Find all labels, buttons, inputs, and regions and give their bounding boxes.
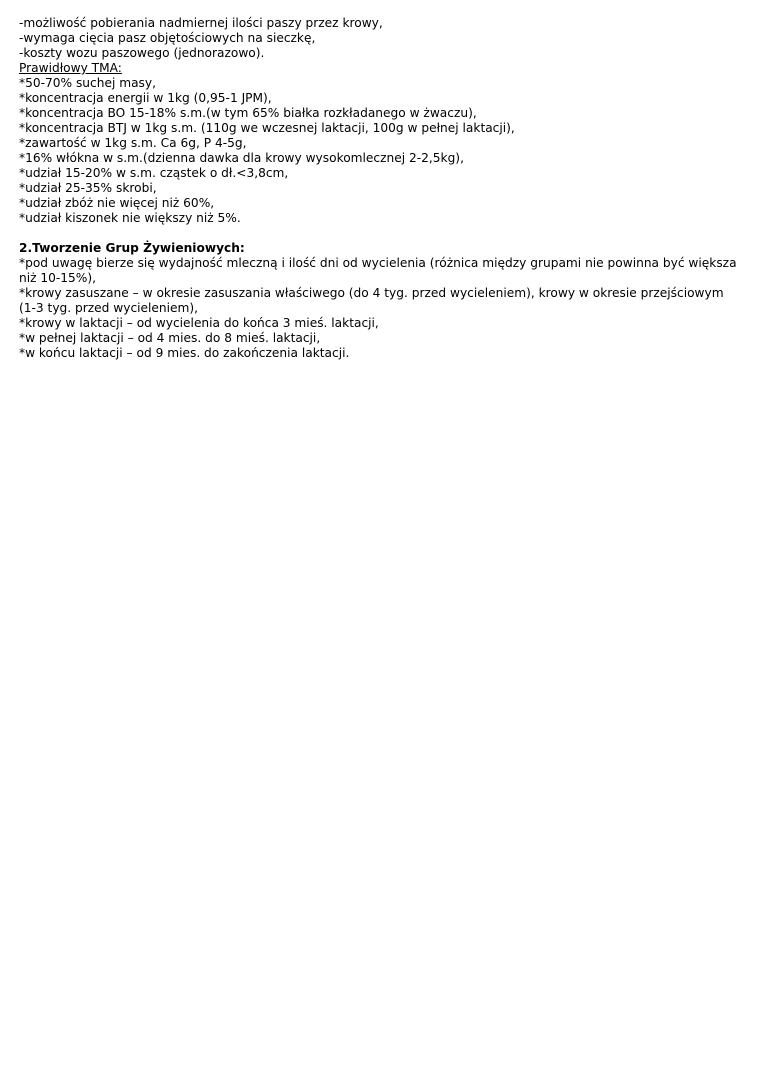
groups-item: *krowy w laktacji – od wycielenia do końca 3 mieś. laktacji, [19, 316, 379, 330]
tma-item: *udział zbóż nie więcej niż 60%, [19, 196, 215, 210]
tma-item: *koncentracja BTJ w 1kg s.m. (110g we wczesnej laktacji, 100g w pełnej laktacji), [19, 121, 515, 135]
groups-heading: 2.Tworzenie Grup Żywieniowych: [19, 241, 245, 255]
tma-item: *16% włókna w s.m.(dzienna dawka dla krowy wysokomlecznej 2-2,5kg), [19, 151, 464, 165]
document-page [19, 16, 741, 361]
intro-line: -możliwość pobierania nadmiernej ilości paszy przez krowy, [19, 16, 383, 30]
tma-item: *koncentracja energii w 1kg (0,95-1 JPM), [19, 91, 272, 105]
tma-heading: Prawidłowy TMA: [19, 61, 122, 75]
intro-line: -koszty wozu paszowego (jednorazowo). [19, 46, 265, 60]
groups-item: *w pełnej laktacji – od 4 mies. do 8 mieś. laktacji, [19, 331, 321, 345]
tma-item: *udział 25-35% skrobi, [19, 181, 157, 195]
tma-item: *udział kiszonek nie większy niż 5%. [19, 211, 241, 225]
tma-item: *zawartość w 1kg s.m. Ca 6g, P 4-5g, [19, 136, 247, 150]
groups-item: *krowy zasuszane – w okresie zasuszania właściwego (do 4 tyg. przed wycieleniem), krowy w okresie przejściowym (1-3 tyg. przed wycieleniem), [19, 286, 724, 315]
intro-line: -wymaga cięcia pasz objętościowych na sieczkę, [19, 31, 316, 45]
tma-item: *koncentracja BO 15-18% s.m.(w tym 65% białka rozkładanego w żwaczu), [19, 106, 477, 120]
tma-item: *udział 15-20% w s.m. cząstek o dł.<3,8cm, [19, 166, 289, 180]
section-spacer [19, 226, 741, 241]
groups-item: *pod uwagę bierze się wydajność mleczną i ilość dni od wycielenia (różnica między grupami nie powinna być większa niż 10-15%), [19, 256, 737, 285]
tma-item: *50-70% suchej masy, [19, 76, 156, 90]
groups-item: *w końcu laktacji – od 9 mies. do zakończenia laktacji. [19, 346, 350, 360]
